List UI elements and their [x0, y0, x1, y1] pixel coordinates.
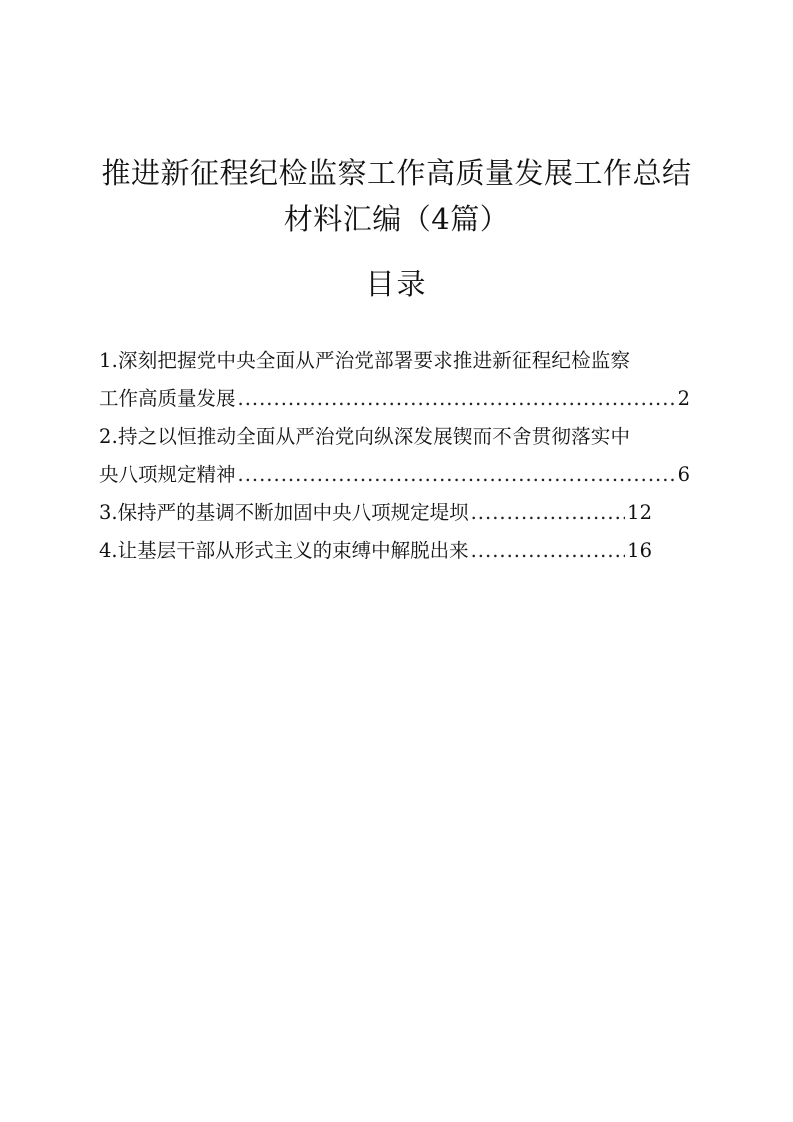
title-line-1: 推进新征程纪检监察工作高质量发展工作总结 [101, 156, 692, 190]
dot-leader [471, 494, 626, 532]
toc-entry-4[interactable] [99, 532, 652, 570]
toc-entry-2-line-2[interactable] [99, 456, 690, 494]
dot-leader [238, 456, 676, 494]
toc-entry-3[interactable] [99, 494, 652, 532]
toc-entry-text: 央八项规定精神 [99, 463, 236, 486]
toc-entry-2-line-1[interactable] [99, 418, 690, 456]
dot-leader [238, 380, 676, 418]
document-title [60, 150, 733, 242]
table-of-contents [99, 342, 690, 570]
toc-heading: 目录 [365, 267, 428, 301]
toc-page-number: 16 [627, 539, 652, 562]
title-line-2: 材料汇编（4篇） [283, 202, 510, 236]
toc-entry-text: 2.持之以恒推动全面从严治党向纵深发展锲而不舍贯彻落实中 [99, 425, 631, 448]
toc-entry-text: 4.让基层干部从形式主义的束缚中解脱出来 [99, 539, 469, 562]
toc-page-number: 12 [627, 501, 652, 524]
toc-page-number: 6 [677, 463, 690, 486]
toc-entry-1-line-1[interactable] [99, 342, 690, 380]
toc-entry-text: 3.保持严的基调不断加固中央八项规定堤坝 [99, 501, 469, 524]
dot-leader [471, 532, 626, 570]
toc-entry-text: 1.深刻把握党中央全面从严治党部署要求推进新征程纪检监察 [99, 349, 631, 372]
toc-entry-1-line-2[interactable] [99, 380, 690, 418]
toc-page-number: 2 [677, 387, 690, 410]
toc-entry-text: 工作高质量发展 [99, 387, 236, 410]
